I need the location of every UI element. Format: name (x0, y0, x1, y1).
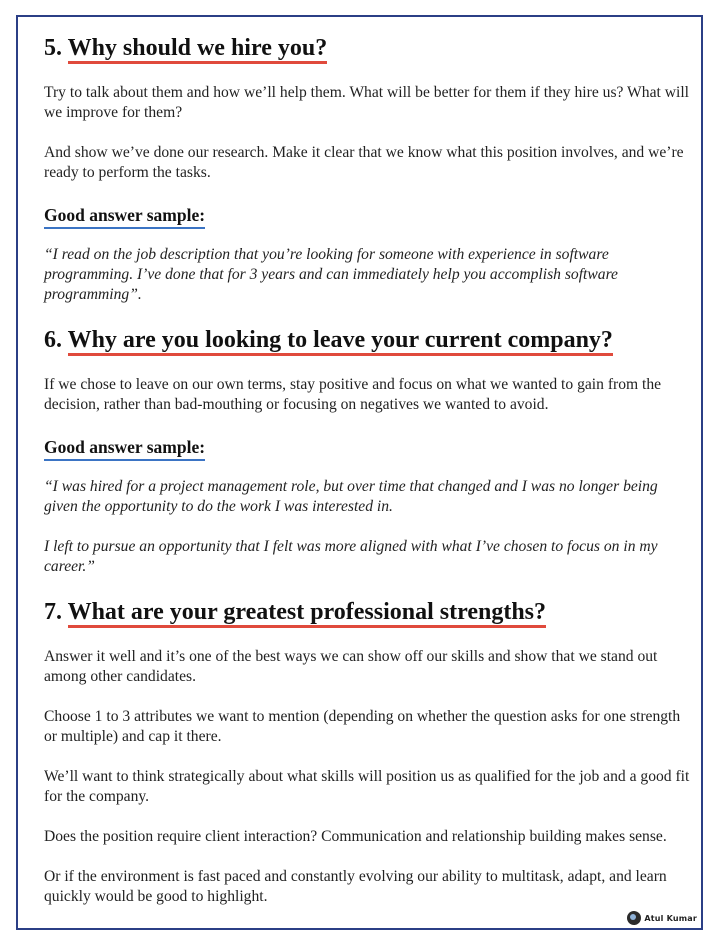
paragraph: Try to talk about them and how we’ll help them. What will be better for them if they hire us? What will we improve for them? (44, 84, 689, 121)
question-text: What are your greatest professional strengths? (68, 599, 546, 628)
paragraph: And show we’ve done our research. Make it clear that we know what this position involves, and we’re ready to perform the tasks. (44, 144, 684, 181)
paragraph: Answer it well and it’s one of the best ways we can show off our skills and show that we stand out among other candidates. (44, 648, 658, 685)
question-text: Why are you looking to leave your current company? (68, 327, 613, 356)
section-5 (44, 31, 694, 305)
paragraph: Does the position require client interaction? Communication and relationship building makes sense. (44, 828, 667, 845)
question-heading (44, 323, 694, 357)
sample-answer: I left to pursue an opportunity that I felt was more aligned with what I’ve chosen to focus on in my career.” (44, 538, 658, 575)
sample-label: Good answer sample: (44, 435, 205, 461)
question-number: 7. (44, 599, 62, 625)
author-badge (627, 911, 697, 925)
sample-label: Good answer sample: (44, 203, 205, 229)
author-name: Atul Kumar (644, 913, 697, 923)
section-6 (44, 323, 694, 577)
author-avatar-icon (627, 911, 641, 925)
question-number: 5. (44, 35, 62, 61)
question-number: 6. (44, 327, 62, 353)
document-body (44, 31, 694, 907)
paragraph: Or if the environment is fast paced and constantly evolving our ability to multitask, adapt, and learn quickly would be good to highlight. (44, 868, 667, 905)
question-text: Why should we hire you? (68, 35, 328, 64)
sample-answer: “I read on the job description that you’re looking for someone with experience in software programming. I’ve done that for 3 years and can immediately help you accomplish software programming”. (44, 246, 618, 303)
paragraph: If we chose to leave on our own terms, stay positive and focus on what we wanted to gain from the decision, rather than bad-mouthing or focusing on negatives we wanted to avoid. (44, 376, 662, 413)
question-heading (44, 595, 694, 629)
sample-answer: “I was hired for a project management role, but over time that changed and I was no longer being given the opportunity to do the work I was interested in. (44, 478, 658, 515)
section-7 (44, 595, 694, 907)
paragraph: We’ll want to think strategically about what skills will position us as qualified for the job and a good fit for the company. (44, 768, 690, 805)
paragraph: Choose 1 to 3 attributes we want to mention (depending on whether the question asks for one strength or multiple) and cap it there. (44, 708, 681, 745)
question-heading (44, 31, 694, 65)
